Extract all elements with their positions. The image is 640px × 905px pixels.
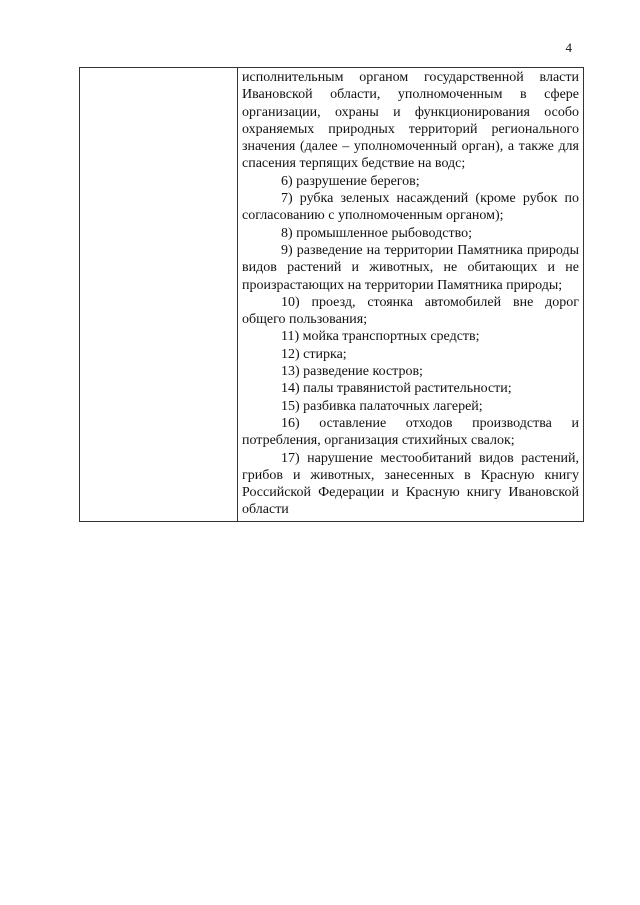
list-item: 7) рубка зеленых насаждений (кроме рубок по согласованию с уполномоченным органом); — [242, 191, 579, 224]
list-item: 16) оставление отходов производства и потребления, организация стихийных свалок; — [242, 415, 579, 449]
list-item: 15) разбивка палаточных лагерей; — [281, 398, 483, 414]
restrictions-table — [79, 67, 584, 522]
list-item: 14) палы травянистой растительности; — [281, 381, 512, 397]
paragraph-continuation: исполнительным органом государственной власти Ивановской области, уполномоченным в сфере организации, охраны и функционирования особо охраняемых природных территорий регионального значения (далее – уполномоченный орган), а также для спасения терпящих бедствие на водс; — [242, 70, 579, 172]
restrictions-cell — [238, 68, 584, 522]
list-item: 11) мойка транспортных средств; — [281, 329, 480, 345]
page-number: 4 — [565, 40, 572, 55]
empty-left-cell — [80, 68, 238, 522]
list-item: 8) промышленное рыбоводство; — [281, 225, 473, 241]
list-item: 9) разведение на территории Памятника природы видов растений и животных, не обитающих и не произрастающих на территории Памятника природы; — [242, 242, 579, 293]
list-item: 12) стирка; — [281, 346, 347, 362]
list-item: 13) разведение костров; — [281, 364, 423, 380]
list-item: 10) проезд, стоянка автомобилей вне дорог общего пользования; — [242, 294, 579, 328]
table-row — [80, 68, 584, 522]
list-item: 17) нарушение местообитаний видов растений, грибов и животных, занесенных в Красную книгу Российской Федерации и Красную книгу Ивановской области — [242, 450, 579, 518]
list-item: 6) разрушение берегов; — [281, 173, 420, 189]
